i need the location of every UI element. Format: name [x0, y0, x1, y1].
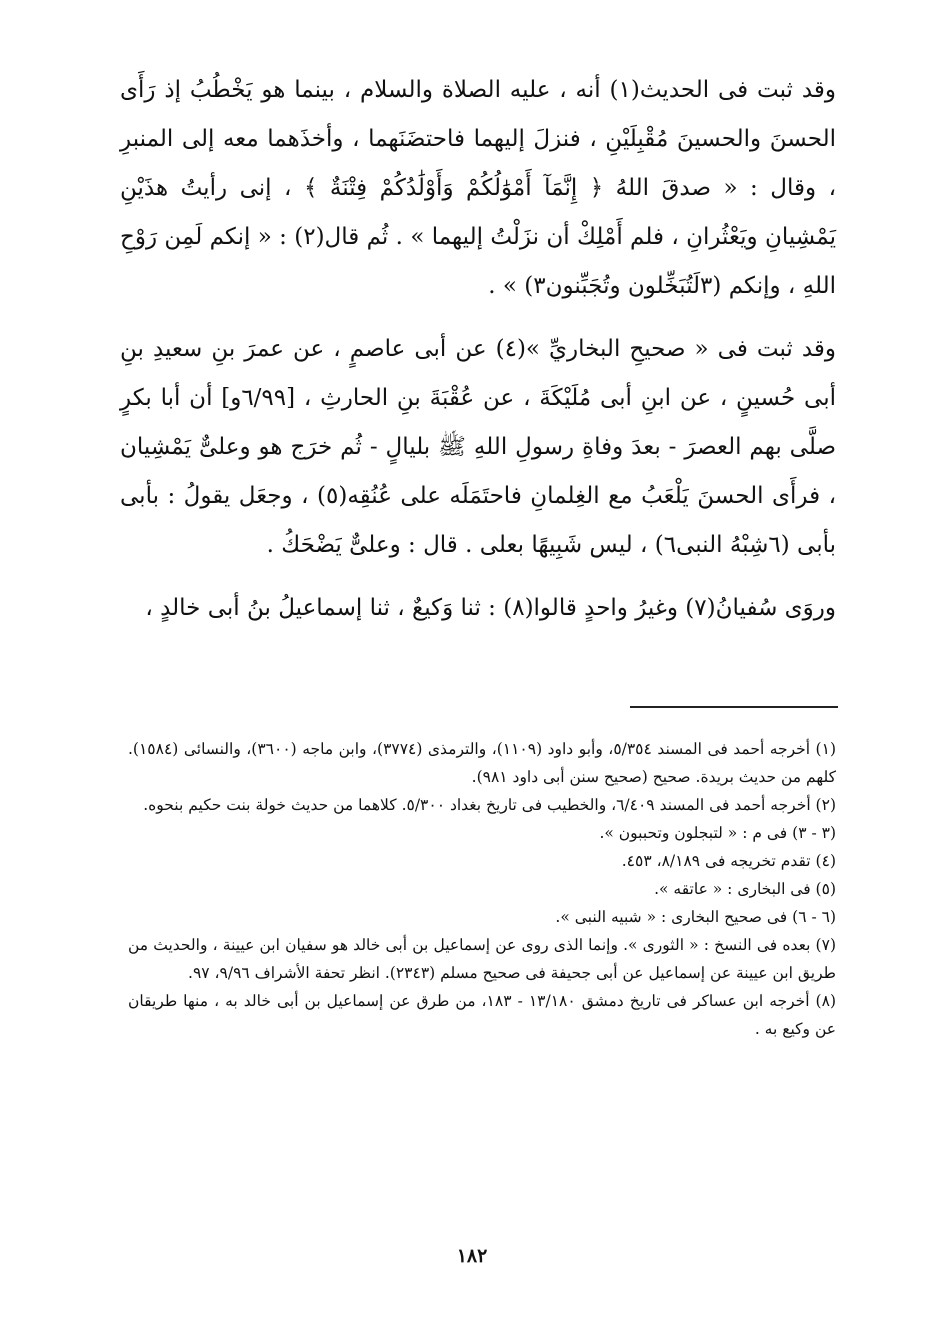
page-number: ١٨٢ — [456, 1245, 488, 1267]
footnote: (٧) بعده فى النسخ : « الثورى ». وإنما الذى روى عن إسماعيل بن أبى خالد هو سفيان ابن عيينة ، والحديث من طريق ابن عيينة عن إسماعيل عن أبى جحيفة فى صحيح مسلم (٢٣٤٣). انظر تحفة الأشراف ٩/٩٦، ٩٧. — [128, 936, 836, 982]
paragraph: وقد ثبت فى « صحيحِ البخاريِّ »(٤) عن أبى عاصمٍ ، عن عمرَ بنِ سعيدِ بنِ أبى حُسينٍ ، عن ابنِ أبى مُلَيْكَةَ ، عن عُقْبَةَ بنِ الحارثِ ، [٦/٩٩و] أن أبا بكرٍ صلَّى بهم العصرَ - بعدَ وفاةِ رسولِ اللهِ ﷺ بليالٍ - ثُم خرَج هو وعلىٌّ يَمْشِيان ، فرأَى الحسنَ يَلْعَبُ مع الغِلمانِ فاحتَمَلَه على عُنُقِه(٥) ، وجعَل يقولُ : بأبى بأبى (٦شِبْهُ النبى٦) ، ليس شَبِيهًا بعلى . قال : وعلىٌّ يَضْحَكُ . — [120, 336, 836, 558]
footnote: (٨) أخرجه ابن عساكر فى تاريخ دمشق ١٣/١٨٠ - ١٨٣، من طرق عن إسماعيل بن أبى خالد به ، منها طريقان عن وكيع به . — [128, 992, 836, 1038]
footnote: (٦ - ٦) فى صحيح البخارى : « شبيه النبى ». — [555, 908, 836, 926]
footnote: (٥) فى البخارى : « عاتقه ». — [654, 880, 836, 898]
footnote: (٤) تقدم تخريجه فى ٨/١٨٩، ٤٥٣. — [621, 852, 836, 870]
paragraph: وروَى سُفيانُ(٧) وغيرُ واحدٍ قالوا(٨) : ثنا وَكيعٌ ، ثنا إسماعيلُ بنُ أبى خالدٍ ، — [145, 595, 836, 621]
footnote: (٣ - ٣) فى م : « لتبجلون وتحببون ». — [599, 824, 836, 842]
footnotes — [128, 735, 836, 1043]
footnote-separator — [630, 706, 838, 708]
paragraph: وقد ثبت فى الحديث(١) أنه ، عليه الصلاة والسلام ، بينما هو يَخْطُبُ إذ رَأَى الحسنَ والحسينَ مُقْبِلَيْنِ ، فنزلَ إليهما فاحتضَنَهما ، وأخذَهما معه إلى المنبرِ ، وقال : « صدقَ اللهُ ﴿ إِنَّمَآ أَمْوَٰلُكُمْ وَأَوْلَٰدُكُمْ فِتْنَةٌ ﴾ ، إنى رأيتُ هذَيْنِ يَمْشِيانِ ويَعْثُرانِ ، فلم أَمْلِكْ أن نزَلْتُ إليهما » . ثُم قال(٢) : « إنكم لَمِن رَوْحِ اللهِ ، وإنكم (٣لَتُبَخِّلون وتُجَبِّنون٣) » . — [120, 77, 837, 299]
footnote: (١) أخرجه أحمد فى المسند ٥/٣٥٤، وأبو داود (١١٠٩)، والترمذى (٣٧٧٤)، وابن ماجه (٣٦٠٠)، والنسائى (١٥٨٤). كلهم من حديث بريدة. صحيح (صحيح سنن أبى داود ٩٨١). — [128, 740, 836, 786]
footnote: (٢) أخرجه أحمد فى المسند ٦/٤٠٩، والخطيب فى تاريخ بغداد ٥/٣٠٠. كلاهما من حديث خولة بنت حكيم بنحوه. — [143, 796, 836, 814]
main-text — [120, 66, 836, 633]
